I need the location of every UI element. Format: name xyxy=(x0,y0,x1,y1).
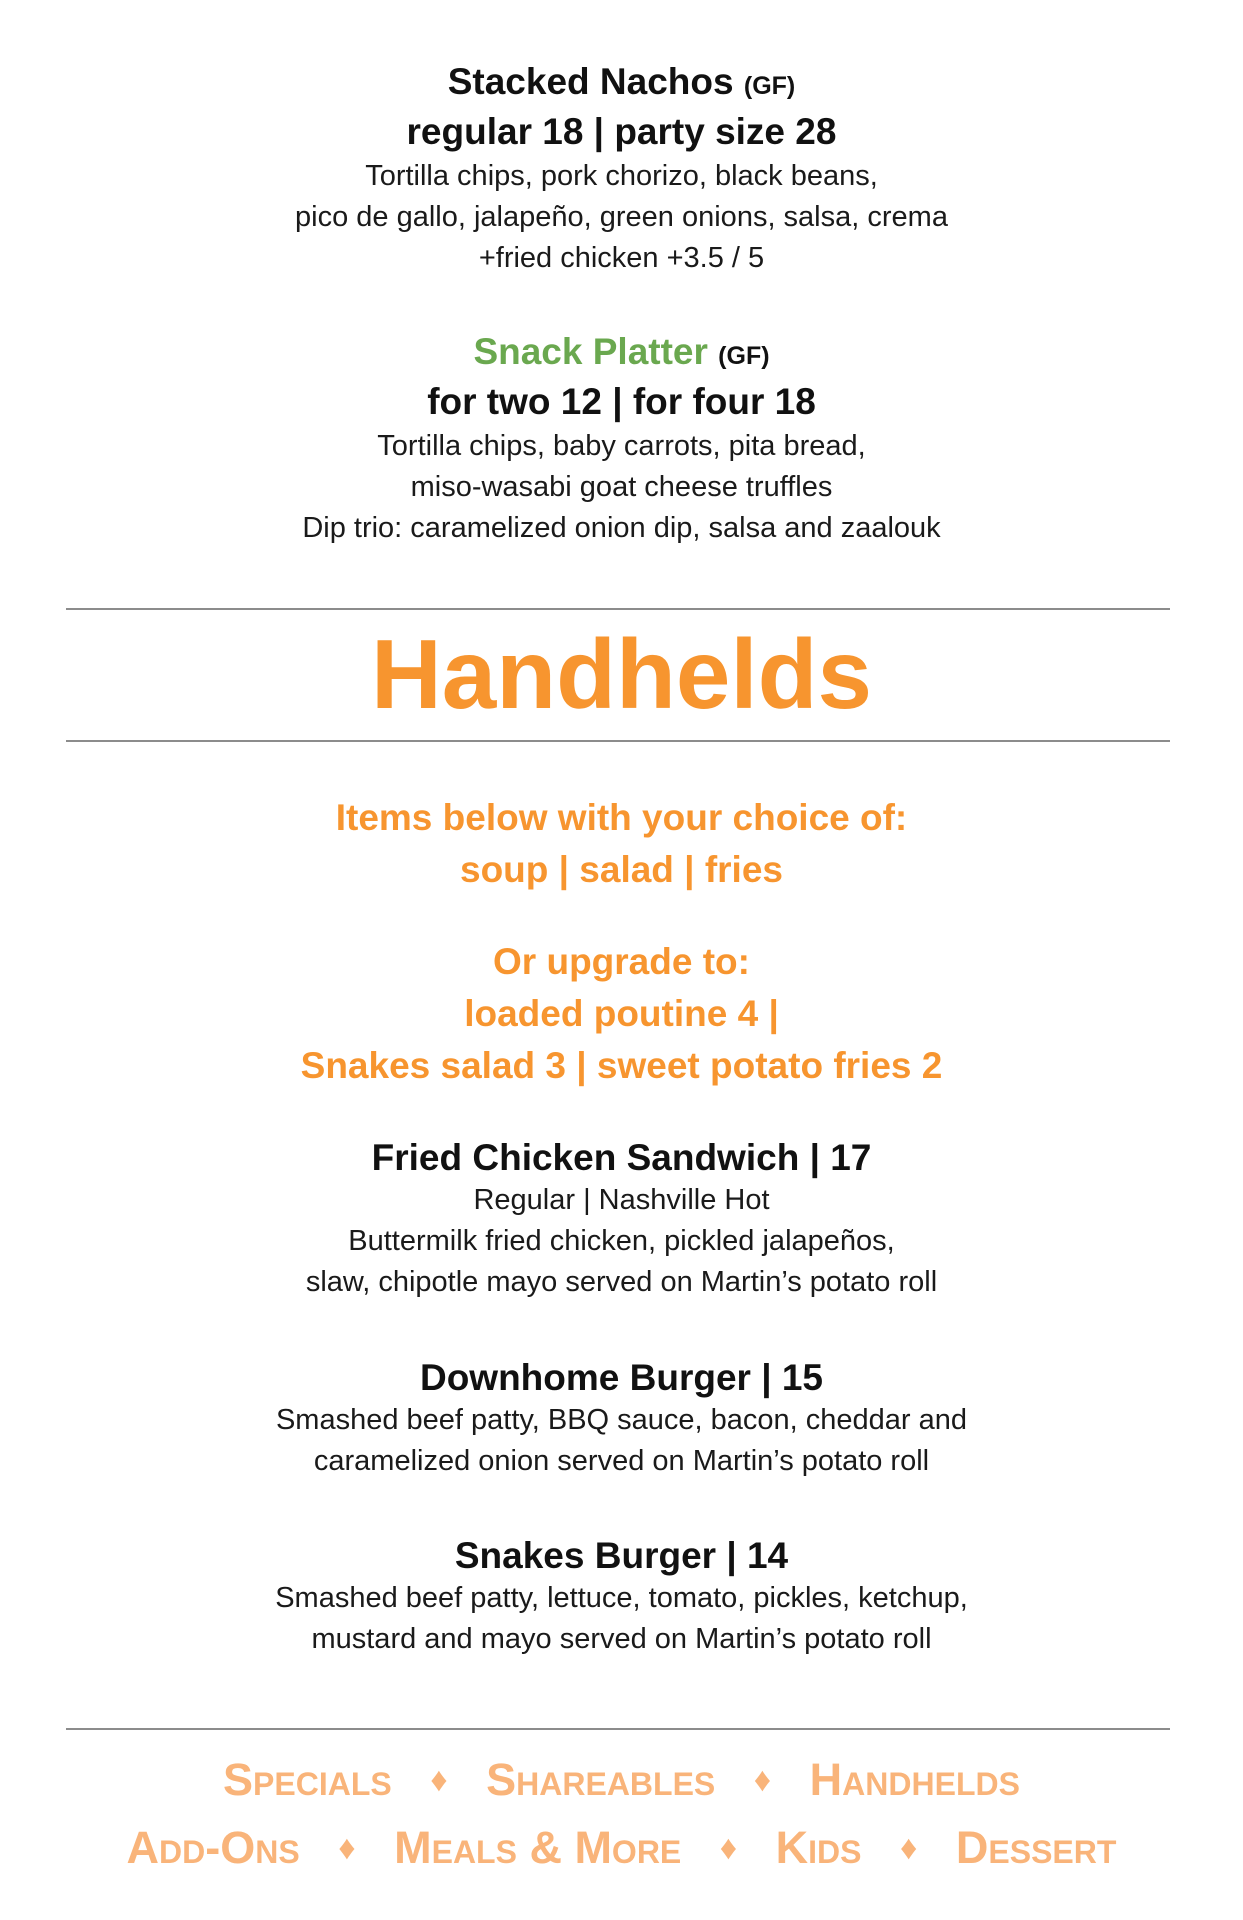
item-description-line: Buttermilk fried chicken, pickled jalapeños, xyxy=(348,1225,895,1257)
diamond-separator-icon: ♦ xyxy=(753,1761,772,1799)
item-price: for two 12 | for four 18 xyxy=(427,381,816,422)
menu-item-fried-chicken-sandwich xyxy=(0,1136,1243,1303)
item-description-line: slaw, chipotle mayo served on Martin’s potato roll xyxy=(305,1266,938,1298)
item-description-line: miso-wasabi goat cheese truffles xyxy=(410,471,833,503)
item-description-line: pico de gallo, jalapeño, green onions, salsa, crema xyxy=(295,201,948,233)
nav-link-meals-more[interactable]: Meals & More xyxy=(394,1822,682,1873)
menu-item-snack-platter xyxy=(0,330,1243,549)
item-description-line: caramelized onion served on Martin’s potato roll xyxy=(313,1445,930,1477)
gluten-free-tag: (GF) xyxy=(743,72,796,100)
upgrade-line: Snakes salad 3 | sweet potato fries 2 xyxy=(300,1045,943,1086)
divider xyxy=(66,608,1170,610)
nav-link-specials[interactable]: Specials xyxy=(223,1754,392,1805)
divider xyxy=(66,740,1170,742)
gluten-free-tag: (GF) xyxy=(718,342,770,370)
item-name: Stacked Nachos xyxy=(447,61,734,102)
item-description-line: +fried chicken +3.5 / 5 xyxy=(478,242,765,274)
diamond-separator-icon: ♦ xyxy=(900,1829,918,1867)
item-description-line: Smashed beef patty, BBQ sauce, bacon, cheddar and xyxy=(275,1404,968,1436)
diamond-separator-icon: ♦ xyxy=(430,1761,448,1799)
divider xyxy=(66,1728,1170,1730)
nav-link-shareables[interactable]: Shareables xyxy=(486,1754,716,1805)
item-name: Snack Platter xyxy=(473,331,708,372)
menu-item-stacked-nachos xyxy=(0,60,1243,279)
diamond-separator-icon: ♦ xyxy=(338,1829,356,1867)
choices-line: Items below with your choice of: xyxy=(335,797,908,838)
nav-link-handhelds[interactable]: Handhelds xyxy=(809,1754,1020,1805)
upgrade-line: loaded poutine 4 | xyxy=(464,993,779,1034)
upgrade-line: Or upgrade to: xyxy=(493,941,750,982)
nav-link-add-ons[interactable]: Add-Ons xyxy=(126,1822,300,1873)
item-description-line: mustard and mayo served on Martin’s potato roll xyxy=(311,1623,932,1655)
section-title: Handhelds xyxy=(371,619,872,729)
item-price: regular 18 | party size 28 xyxy=(406,111,837,152)
side-choices xyxy=(0,792,1243,1092)
item-title: Snakes Burger | 14 xyxy=(454,1535,789,1576)
diamond-separator-icon: ♦ xyxy=(719,1829,738,1867)
item-title: Fried Chicken Sandwich | 17 xyxy=(371,1137,872,1178)
item-description-line: Tortilla chips, pork chorizo, black beans, xyxy=(365,160,878,192)
menu-item-downhome-burger xyxy=(0,1356,1243,1482)
menu-nav-row xyxy=(0,1818,1243,1878)
item-description-line: Tortilla chips, baby carrots, pita bread, xyxy=(377,430,866,462)
item-title-row xyxy=(0,60,1243,108)
nav-link-dessert[interactable]: Dessert xyxy=(955,1822,1117,1873)
menu-item-snakes-burger xyxy=(0,1534,1243,1660)
item-title: Downhome Burger | 15 xyxy=(419,1357,824,1398)
nav-link-kids[interactable]: Kids xyxy=(775,1822,862,1873)
item-description-line: Smashed beef patty, lettuce, tomato, pickles, ketchup, xyxy=(275,1582,968,1614)
choices-line: soup | salad | fries xyxy=(460,849,783,890)
item-description-line: Dip trio: caramelized onion dip, salsa and zaalouk xyxy=(302,512,941,544)
menu-nav-row xyxy=(0,1750,1243,1810)
item-description-line: Regular | Nashville Hot xyxy=(473,1184,770,1216)
item-title-row xyxy=(0,330,1243,378)
